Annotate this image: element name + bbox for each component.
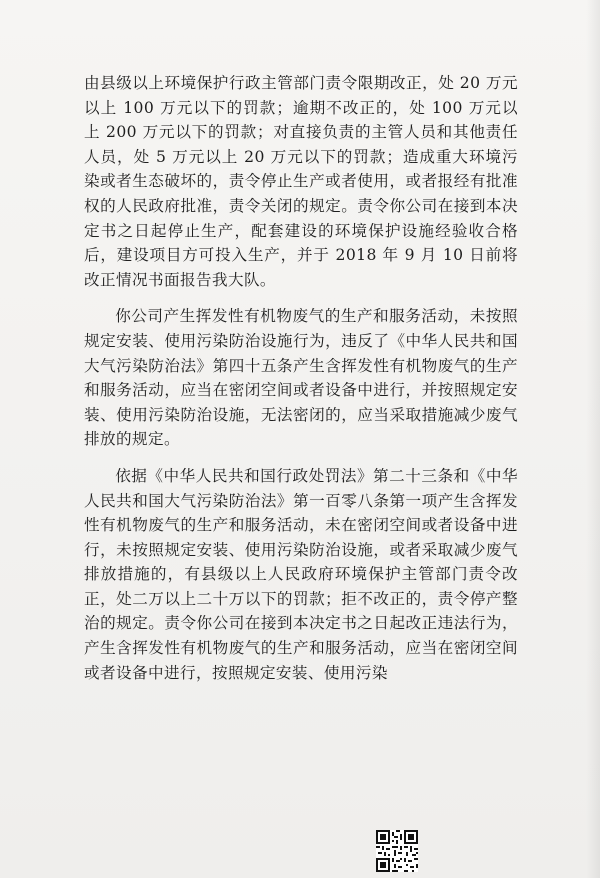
paragraph-1: 由县级以上环境保护行政主管部门责令限期改正，处 20 万元以上 100 万元以下的罚款；逾期不改正的，处 100 万元以上 200 万元以下的罚款；对直接负责的主管人员和其他责任人员，处 5 万元以上 20 万元以下的罚款；造成重大环境污染或者生态破坏的，责令停止生产或者使用，或者报经有批准权的人民政府批准，责令关闭的规定。责令你公司在接到本决定书之日起停止生产，配套建设的环境保护设施经验收合格后，建设项目方可投入生产，并于 2018 年 9 月 10 日前将改正情况书面报告我大队。 bbox=[84, 74, 518, 289]
qr-code-icon bbox=[376, 830, 418, 872]
paragraph-3: 依据《中华人民共和国行政处罚法》第二十三条和《中华人民共和国大气污染防治法》第一百零八条第一项产生含挥发性有机物废气的生产和服务活动，未在密闭空间或者设备中进行，未按照规定安装、使用污染防治设施，或者采取减少废气排放措施的，有县级以上人民政府环境保护主管部门责令改正，处二万以上二十万以下的罚款；拒不改正的，责令停产整治的规定。责令你公司在接到本决定书之日起改正违法行为，产生含挥发性有机物废气的生产和服务活动，应当在密闭空间或者设备中进行，按照规定安装、使用污染 bbox=[84, 466, 518, 682]
paragraph-2: 你公司产生挥发性有机物废气的生产和服务活动，未按照规定安装、使用污染防治设施行为，违反了《中华人民共和国大气污染防治法》第四十五条产生含挥发性有机物废气的生产和服务活动，应当在密闭空间或者设备中进行，并按照规定安装、使用污染防治设施，无法密闭的，应当采取措施减少废气排放的规定。 bbox=[84, 307, 518, 449]
page-edge-shadow bbox=[586, 0, 600, 878]
document-body bbox=[84, 71, 518, 685]
